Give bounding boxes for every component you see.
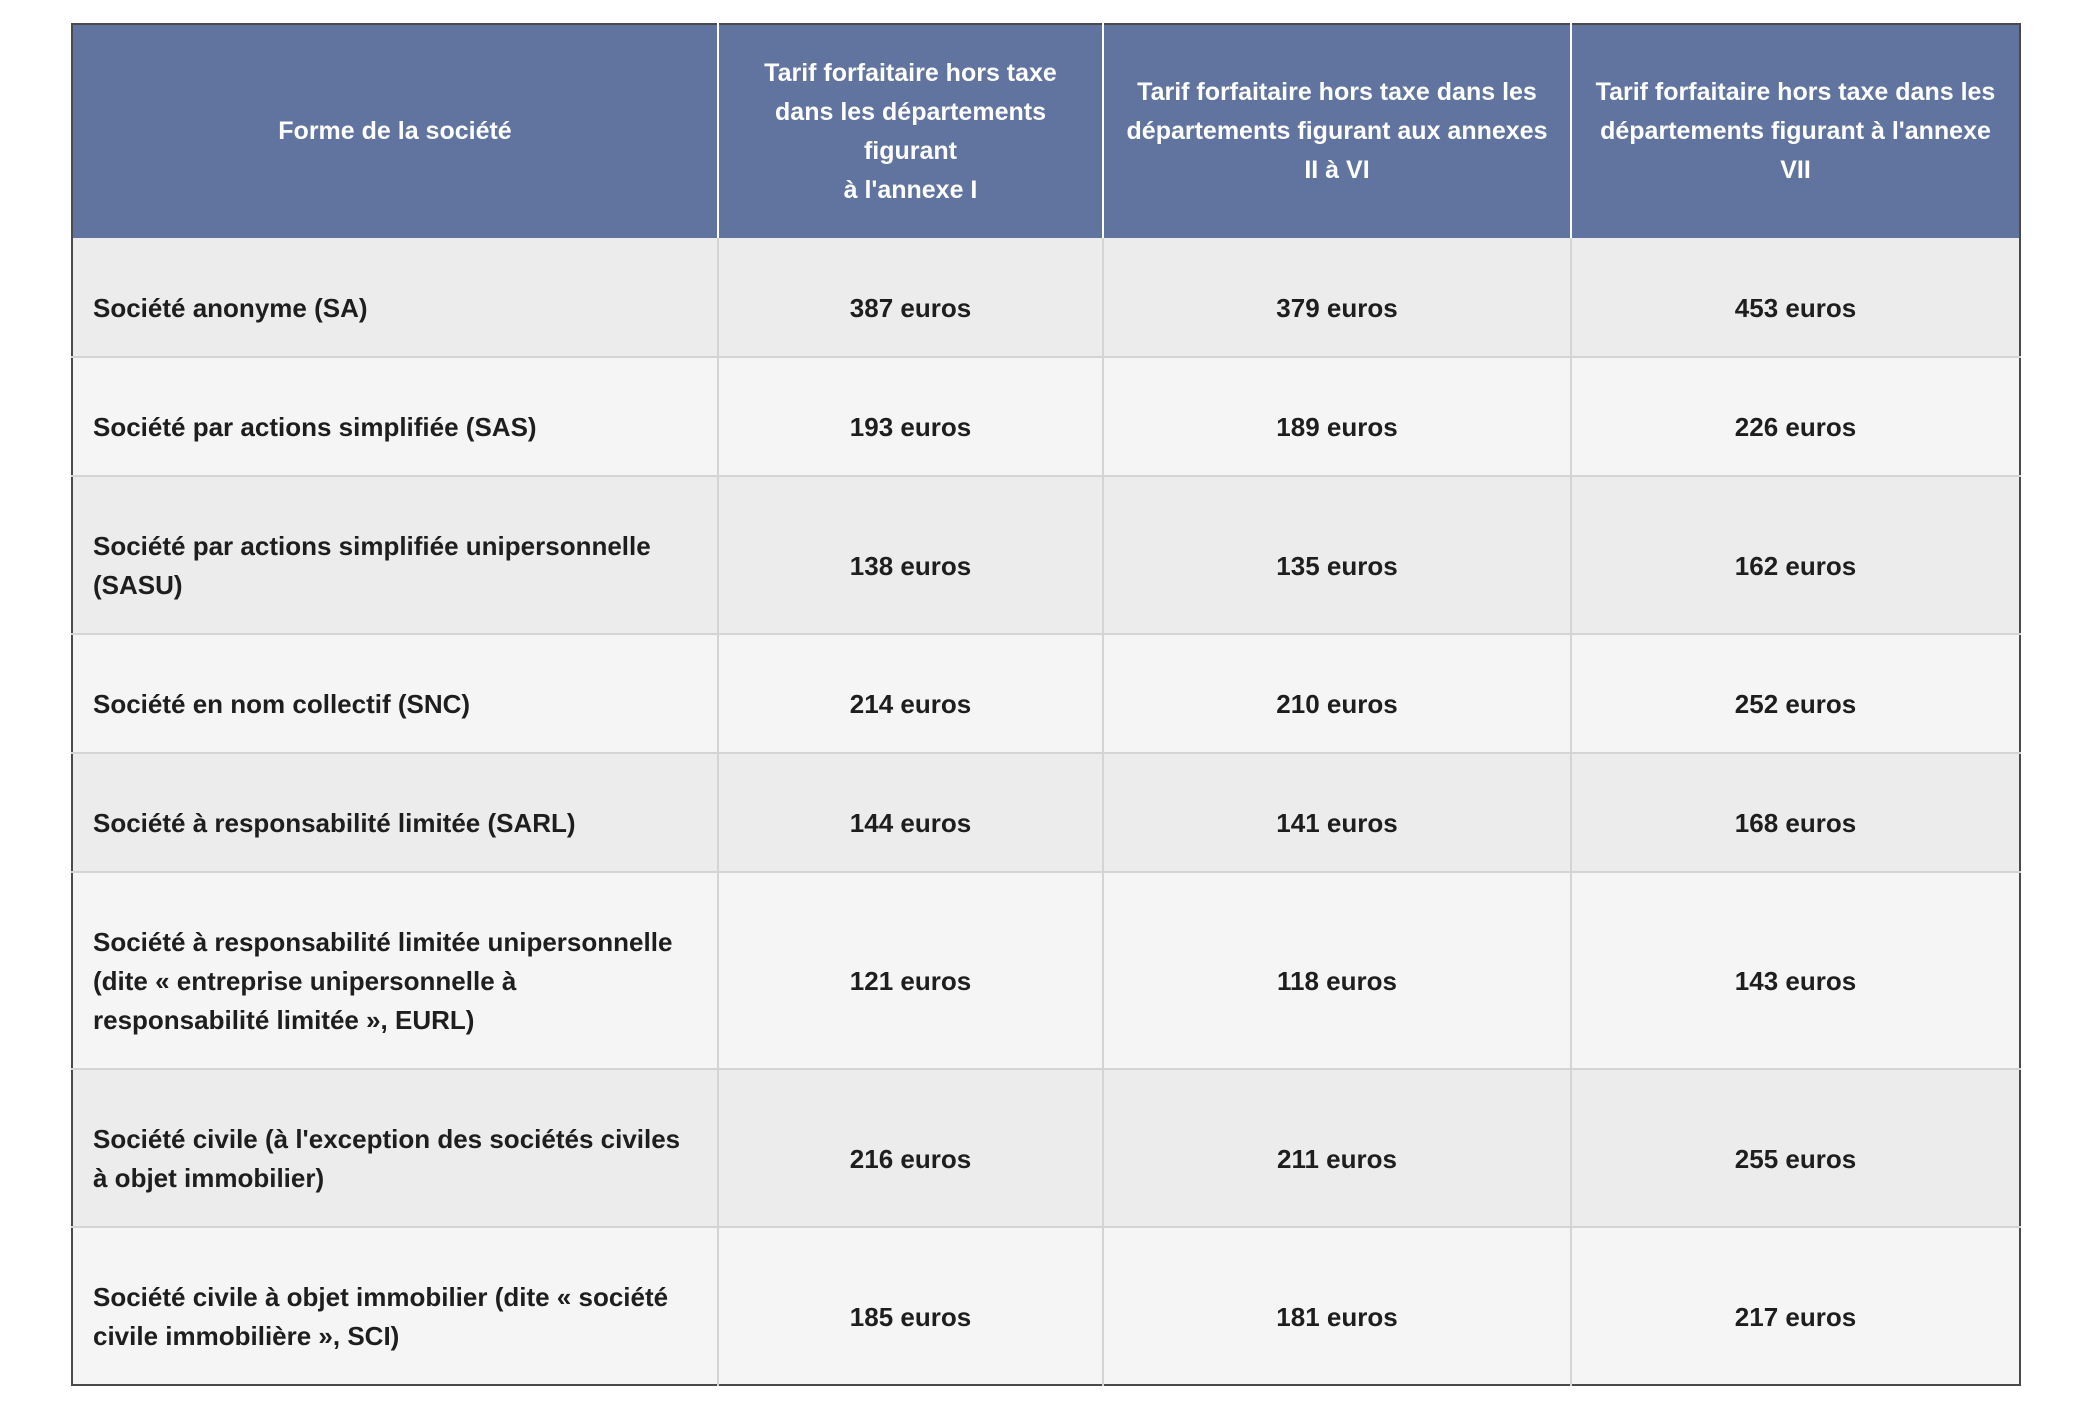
table-header [72,24,2020,238]
cell-annexes-2-6: 189 euros [1103,357,1571,476]
cell-forme: Société anonyme (SA) [72,238,718,357]
cell-forme: Société civile (à l'exception des sociétés civiles à objet immobilier) [72,1069,718,1227]
header-row [72,24,2020,238]
table-row [72,1227,2020,1385]
cell-annexe-1: 121 euros [718,872,1103,1069]
table-row [72,872,2020,1069]
table-row [72,238,2020,357]
tarif-table [71,23,2021,1386]
header-annexes-2-6: Tarif forfaitaire hors taxe dans les départements figurant aux annexes II à VI [1103,24,1571,238]
cell-forme: Société par actions simplifiée (SAS) [72,357,718,476]
cell-annexe-7: 252 euros [1571,634,2020,753]
header-annexe-1: Tarif forfaitaire hors taxe dans les départements figurant à l'annexe I [718,24,1103,238]
table-row [72,753,2020,872]
cell-forme: Société en nom collectif (SNC) [72,634,718,753]
cell-annexe-1: 144 euros [718,753,1103,872]
cell-annexe-7: 168 euros [1571,753,2020,872]
header-forme: Forme de la société [72,24,718,238]
table-row [72,476,2020,634]
cell-annexes-2-6: 181 euros [1103,1227,1571,1385]
cell-annexe-7: 217 euros [1571,1227,2020,1385]
cell-annexe-1: 387 euros [718,238,1103,357]
cell-annexes-2-6: 141 euros [1103,753,1571,872]
table-row [72,634,2020,753]
cell-annexes-2-6: 210 euros [1103,634,1571,753]
table-row [72,1069,2020,1227]
cell-annexes-2-6: 379 euros [1103,238,1571,357]
table-body [72,238,2020,1385]
cell-forme: Société par actions simplifiée unipersonnelle (SASU) [72,476,718,634]
cell-annexe-7: 453 euros [1571,238,2020,357]
cell-annexe-1: 193 euros [718,357,1103,476]
cell-annexe-7: 162 euros [1571,476,2020,634]
cell-annexe-1: 185 euros [718,1227,1103,1385]
cell-forme: Société à responsabilité limitée (SARL) [72,753,718,872]
header-annexe-7: Tarif forfaitaire hors taxe dans les départements figurant à l'annexe VII [1571,24,2020,238]
cell-annexe-1: 216 euros [718,1069,1103,1227]
cell-forme: Société civile à objet immobilier (dite « société civile immobilière », SCI) [72,1227,718,1385]
cell-annexe-7: 255 euros [1571,1069,2020,1227]
cell-annexe-1: 138 euros [718,476,1103,634]
cell-annexe-1: 214 euros [718,634,1103,753]
cell-annexes-2-6: 211 euros [1103,1069,1571,1227]
cell-annexe-7: 143 euros [1571,872,2020,1069]
cell-annexe-7: 226 euros [1571,357,2020,476]
cell-annexes-2-6: 118 euros [1103,872,1571,1069]
cell-annexes-2-6: 135 euros [1103,476,1571,634]
cell-forme: Société à responsabilité limitée unipersonnelle (dite « entreprise unipersonnelle à responsabilité limitée », EURL) [72,872,718,1069]
table-row [72,357,2020,476]
